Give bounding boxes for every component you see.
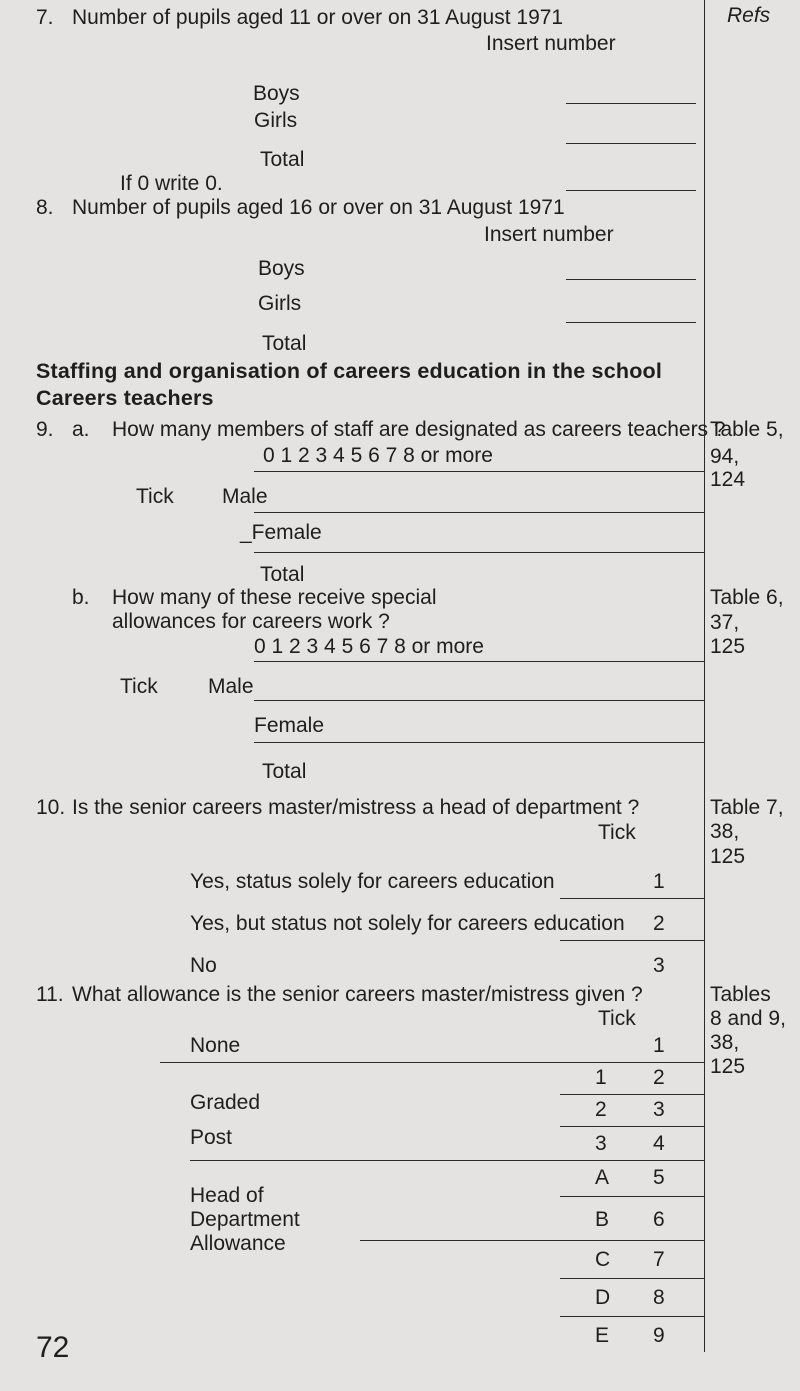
q9b-ref-1: Table 6, (710, 586, 784, 609)
q7-boys-field[interactable] (566, 103, 696, 104)
q11-graded-right-3[interactable]: 4 (653, 1132, 665, 1155)
q10-tick-label: Tick (598, 821, 636, 844)
q11-hod-left-e[interactable]: E (595, 1324, 610, 1347)
q9b-ref-3: 125 (710, 635, 746, 658)
q11-hod-rule-c (560, 1278, 704, 1279)
q9a-tick-label: Tick (136, 485, 174, 508)
refs-header: Refs (727, 4, 771, 27)
q8-girls-label: Girls (258, 292, 302, 315)
q9a-ref-1: Table 5, (710, 418, 784, 441)
q10-option-1-rule (560, 898, 704, 899)
q11-hod-right-b[interactable]: 6 (653, 1208, 665, 1231)
q7-number: 7. (36, 6, 54, 29)
q7-total-label: Total (260, 148, 305, 171)
q9b-scale-rule (254, 661, 704, 662)
q10-option-2-label: Yes, but status not solely for careers education (190, 912, 625, 935)
refs-column-rule (704, 0, 705, 1352)
section-heading: Staffing and organisation of careers education in the school (36, 359, 663, 383)
q11-hod-rule-d (560, 1316, 704, 1317)
q9a-female-row[interactable] (254, 552, 704, 553)
q11-hod-label-3: Allowance (190, 1232, 286, 1255)
q10-option-1-label: Yes, status solely for careers education (190, 870, 555, 893)
q8-girls-field[interactable] (566, 322, 696, 323)
q11-none-rule (160, 1062, 704, 1063)
q8-boys-label: Boys (258, 257, 305, 280)
q11-hod-label-2: Department (190, 1208, 300, 1231)
q10-option-3-code[interactable]: 3 (653, 954, 665, 977)
q7-boys-label: Boys (253, 82, 300, 105)
q8-number: 8. (36, 196, 54, 219)
q11-question: What allowance is the senior careers master/mistress given ? (72, 983, 643, 1006)
q11-post-label: Post (190, 1126, 233, 1149)
q9b-scale: 0 1 2 3 4 5 6 7 8 or more (254, 635, 484, 658)
q9-number: 9. (36, 418, 54, 441)
q9a-scale: 0 1 2 3 4 5 6 7 8 or more (263, 444, 493, 467)
q9b-male-label: Male (208, 675, 254, 698)
q7-zero-note: If 0 write 0. (120, 172, 223, 195)
q10-option-1-code[interactable]: 1 (653, 870, 665, 893)
q10-number: 10. (36, 796, 66, 819)
q10-option-2-rule (560, 940, 704, 941)
q9b-tick-label: Tick (120, 675, 158, 698)
q11-none-code[interactable]: 1 (653, 1034, 665, 1057)
q11-graded-left-2[interactable]: 2 (595, 1098, 607, 1121)
q11-hod-right-d[interactable]: 8 (653, 1286, 665, 1309)
q9a-scale-rule (254, 471, 704, 472)
q10-question: Is the senior careers master/mistress a head of department ? (72, 796, 640, 819)
q11-graded-left-3[interactable]: 3 (595, 1132, 607, 1155)
q11-hod-right-c[interactable]: 7 (653, 1248, 665, 1271)
q9a-ref-2: 94, (710, 445, 740, 468)
q11-ref-2: 8 and 9, (710, 1007, 786, 1030)
q9a-ref-3: 124 (710, 468, 746, 491)
q9b-female-label: Female (254, 714, 325, 737)
q11-hod-label-1: Head of (190, 1184, 264, 1207)
q8-insert-number: Insert number (484, 223, 614, 246)
q11-hod-left-a[interactable]: A (595, 1166, 610, 1189)
q9b-total-label: Total (262, 760, 307, 783)
q9a-male-row[interactable] (254, 512, 704, 513)
q7-girls-field[interactable] (566, 143, 696, 144)
q7-question: Number of pupils aged 11 or over on 31 August 1971 (72, 6, 564, 29)
q11-hod-rule-a (560, 1196, 704, 1197)
q11-graded-label: Graded (190, 1091, 261, 1114)
q11-tick-label: Tick (598, 1007, 636, 1030)
q9b-question-1: How many of these receive special (112, 586, 437, 609)
q9a-question: How many members of staff are designated as careers teachers ? (112, 418, 726, 441)
q9b-letter: b. (72, 586, 90, 609)
q11-graded-right-1[interactable]: 2 (653, 1066, 665, 1089)
page-number: 72 (36, 1331, 70, 1364)
q11-post-rule (190, 1160, 704, 1161)
q11-hod-right-e[interactable]: 9 (653, 1324, 665, 1347)
q11-ref-4: 125 (710, 1055, 746, 1078)
q7-total-field[interactable] (566, 190, 696, 191)
q11-none-label: None (190, 1034, 241, 1057)
q11-number: 11. (36, 983, 64, 1006)
q8-total-label: Total (262, 332, 307, 355)
q8-question: Number of pupils aged 16 or over on 31 August 1971 (72, 196, 565, 219)
q10-option-2-code[interactable]: 2 (653, 912, 665, 935)
q11-hod-left-b[interactable]: B (595, 1208, 610, 1231)
q9a-male-label: Male (222, 485, 268, 508)
q9a-female-label: _Female (240, 521, 322, 544)
q11-ref-3: 38, (710, 1031, 740, 1054)
q11-graded-rule-1 (560, 1094, 704, 1095)
q11-hod-rule-b (360, 1240, 704, 1241)
section-subheading: Careers teachers (36, 386, 214, 410)
q10-ref-1: Table 7, (710, 796, 784, 819)
q11-graded-right-2[interactable]: 3 (653, 1098, 665, 1121)
q9b-female-row[interactable] (254, 742, 704, 743)
q7-insert-number: Insert number (486, 32, 616, 55)
q11-graded-rule-2 (560, 1126, 704, 1127)
q11-hod-left-d[interactable]: D (595, 1286, 611, 1309)
q9a-letter: a. (72, 418, 90, 441)
q11-hod-right-a[interactable]: 5 (653, 1166, 665, 1189)
q11-graded-left-1[interactable]: 1 (595, 1066, 607, 1089)
q11-ref-1: Tables (710, 983, 771, 1006)
q9b-ref-2: 37, (710, 611, 740, 634)
q9a-total-label: Total (260, 563, 305, 586)
q11-hod-left-c[interactable]: C (595, 1248, 611, 1271)
q10-ref-2: 38, (710, 820, 740, 843)
q8-boys-field[interactable] (566, 279, 696, 280)
q9b-male-row[interactable] (254, 700, 704, 701)
q10-option-3-label: No (190, 954, 217, 977)
q9b-question-2: allowances for careers work ? (112, 610, 390, 633)
q7-girls-label: Girls (254, 109, 298, 132)
q10-ref-3: 125 (710, 845, 746, 868)
